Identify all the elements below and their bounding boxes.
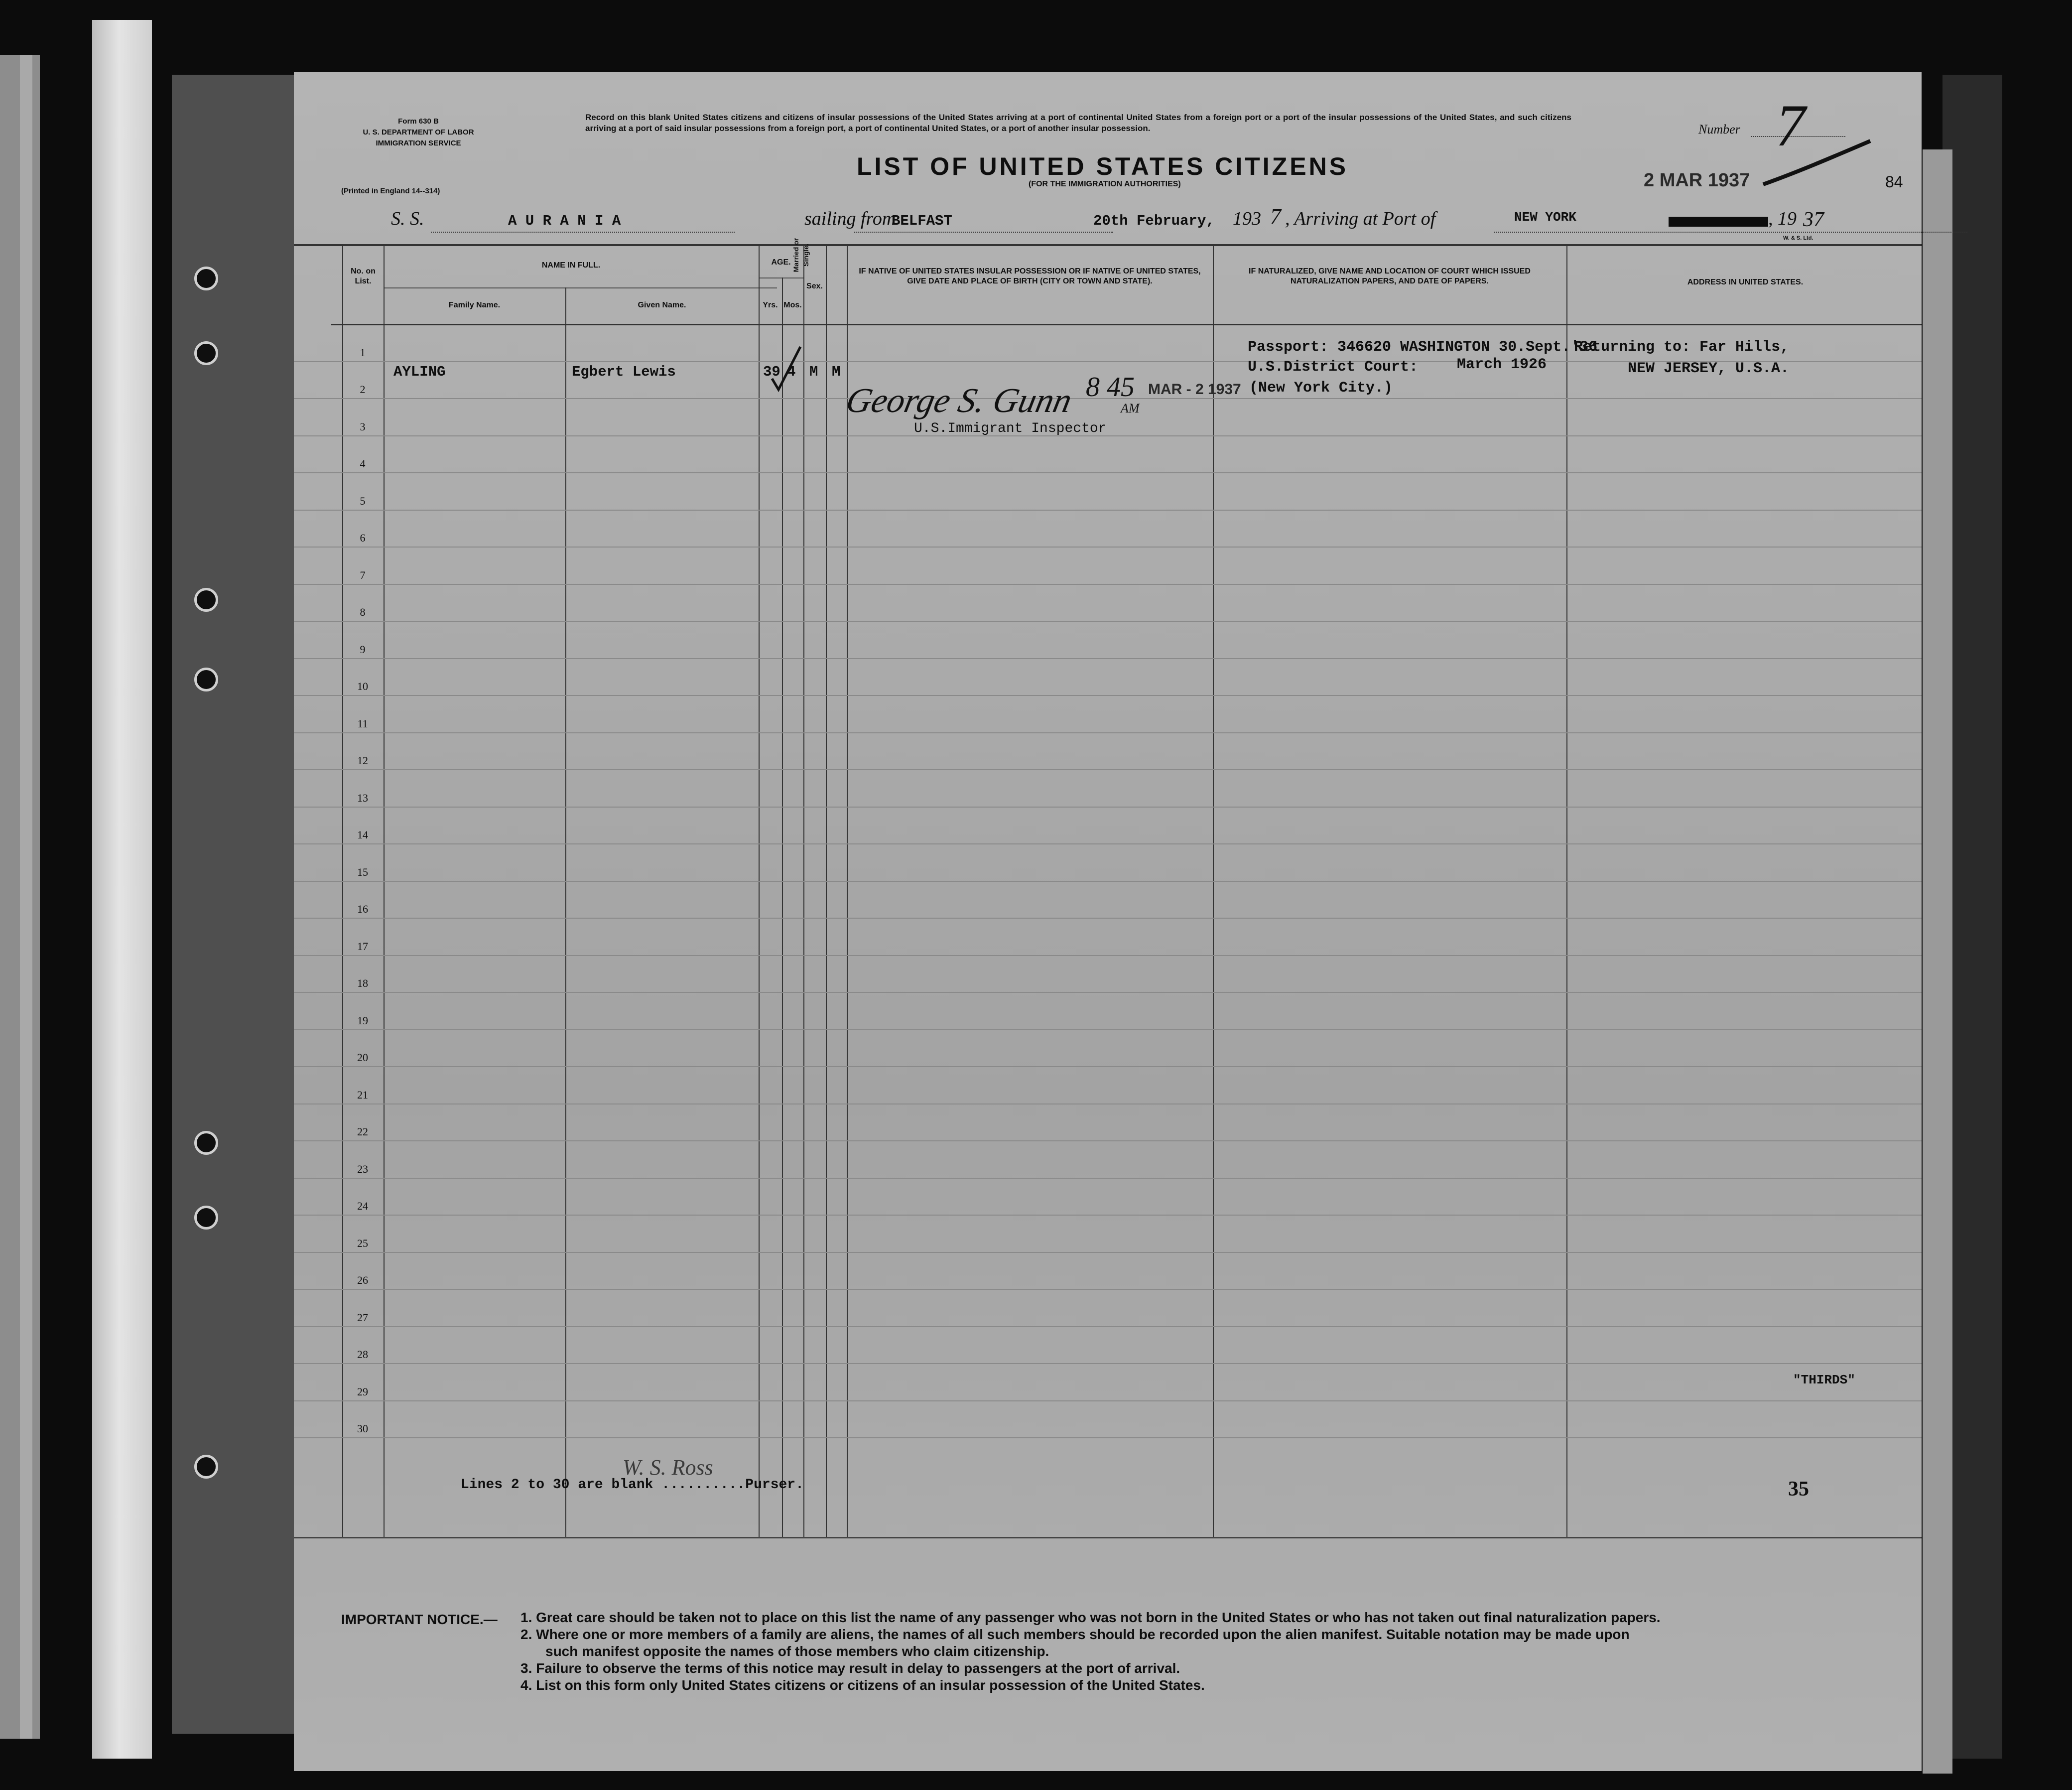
row-rule bbox=[294, 732, 1922, 733]
row-rule bbox=[294, 695, 1922, 696]
address-line2: NEW JERSEY, U.S.A. bbox=[1628, 360, 1790, 377]
header-divider bbox=[331, 324, 1922, 325]
arrival-year-hand: 37 bbox=[1803, 208, 1824, 231]
row-rule bbox=[294, 584, 1922, 585]
row-number: 22 bbox=[357, 1125, 368, 1138]
col-line-9 bbox=[1213, 244, 1214, 1537]
inspector-date-stamp: MAR - 2 1937 bbox=[1148, 381, 1241, 398]
department: U. S. DEPARTMENT OF LABOR bbox=[363, 128, 474, 137]
sheet-count: 35 bbox=[1788, 1478, 1809, 1501]
entry-given-name: Egbert Lewis bbox=[572, 364, 676, 380]
row-rule bbox=[294, 918, 1922, 919]
row-number: 17 bbox=[357, 940, 368, 953]
row-number: 25 bbox=[357, 1237, 368, 1249]
header-yrs: Yrs. bbox=[763, 301, 778, 309]
col-line-6 bbox=[803, 244, 804, 1537]
port-from: BELFAST bbox=[892, 213, 952, 229]
row-number: 8 bbox=[360, 606, 366, 618]
row-number: 10 bbox=[357, 680, 368, 692]
notice-item-2a: 2. Where one or more members of a family are aliens, the names of all such members should be recorded upon the alien manifest. Suitable notation may be made upon bbox=[520, 1627, 1630, 1642]
row-rule bbox=[294, 1400, 1922, 1401]
row-number: 21 bbox=[357, 1089, 368, 1101]
entry-family-name: AYLING bbox=[393, 364, 446, 380]
row-rule bbox=[294, 955, 1922, 956]
row-rule bbox=[294, 1252, 1922, 1253]
entry-married: M bbox=[832, 364, 841, 380]
header-family-name: Family Name. bbox=[448, 301, 501, 309]
struck-date bbox=[1669, 217, 1768, 227]
header-mos: Mos. bbox=[783, 301, 802, 309]
sailing-label: sailing from bbox=[804, 208, 896, 229]
inspector-signature: George S. Gunn bbox=[842, 382, 1075, 420]
row-rule bbox=[294, 1363, 1922, 1364]
entry-sex: M bbox=[809, 364, 818, 380]
row-number: 13 bbox=[357, 792, 368, 804]
row-number: 16 bbox=[357, 903, 368, 915]
adjacent-page-right bbox=[1923, 149, 1952, 1774]
row-rule bbox=[294, 1437, 1922, 1438]
port-to-underline bbox=[1494, 232, 1967, 233]
entry-age-yrs: 39 bbox=[763, 364, 780, 380]
binder-hole-icon bbox=[194, 267, 218, 290]
binder-hole-icon bbox=[194, 1206, 218, 1230]
row-rule bbox=[294, 1289, 1922, 1290]
table-top-border bbox=[294, 244, 1922, 246]
ship-name: A U R A N I A bbox=[508, 213, 621, 229]
form-block bbox=[344, 116, 493, 149]
header-age: AGE. bbox=[771, 258, 791, 267]
naturalization-line3: (New York City.) bbox=[1249, 380, 1393, 397]
row-number: 28 bbox=[357, 1348, 368, 1361]
row-number: 14 bbox=[357, 828, 368, 841]
purser-signature: W. S. Ross bbox=[623, 1455, 713, 1480]
binder-hole-icon bbox=[194, 588, 218, 612]
port-to: NEW YORK bbox=[1514, 210, 1576, 225]
binder-hole-icon bbox=[194, 1455, 218, 1479]
thirds-note: "THIRDS" bbox=[1793, 1373, 1855, 1387]
row-number: 23 bbox=[357, 1163, 368, 1175]
binder-margin bbox=[172, 75, 296, 1734]
col-line-3 bbox=[565, 287, 566, 1537]
header-sex: Sex. bbox=[806, 282, 823, 290]
header-native: IF NATIVE OF UNITED STATES INSULAR POSSESSION OR IF NATIVE OF UNITED STATES, GIVE DATE AND PLACE OF BIRTH (CITY OR TOWN AND STATE). bbox=[859, 267, 1201, 285]
row-rule bbox=[294, 807, 1922, 808]
row-rule bbox=[294, 843, 1922, 844]
row-number: 11 bbox=[357, 717, 368, 730]
sailing-year-label: 193 bbox=[1233, 208, 1261, 229]
page-subtitle: (FOR THE IMMIGRATION AUTHORITIES) bbox=[1029, 180, 1181, 188]
row-rule bbox=[294, 1215, 1922, 1216]
row-rule bbox=[294, 1066, 1922, 1067]
number-value: 7 bbox=[1776, 92, 1806, 158]
row-rule bbox=[294, 1103, 1922, 1104]
sailing-date: 20th February, bbox=[1093, 213, 1215, 229]
printer-mark: W. & S. Ltd. bbox=[1783, 235, 1813, 241]
row-number: 30 bbox=[357, 1422, 368, 1435]
received-stamp: 2 MAR 1937 bbox=[1644, 170, 1750, 191]
number-label: Number bbox=[1698, 122, 1740, 137]
binder-hole-icon bbox=[194, 341, 218, 365]
notice-item-3: 3. Failure to observe the terms of this notice may result in delay to passengers at the port of arrival. bbox=[520, 1660, 1180, 1676]
naturalization-date: March 1926 bbox=[1457, 356, 1547, 373]
ss-label: S. S. bbox=[391, 208, 424, 229]
table-bottom-border bbox=[294, 1537, 1922, 1538]
row-rule bbox=[294, 658, 1922, 659]
address-line1: Returning to: Far Hills, bbox=[1574, 339, 1790, 356]
entry-age-mos: 4 bbox=[787, 364, 796, 380]
footer-note: Lines 2 to 30 are blank ..........Purser. bbox=[461, 1477, 804, 1493]
row-rule bbox=[294, 510, 1922, 511]
row-number: 12 bbox=[357, 754, 368, 767]
form-number: Form 630 B bbox=[398, 117, 439, 126]
header-address: ADDRESS IN UNITED STATES. bbox=[1687, 278, 1804, 286]
row-rule bbox=[294, 769, 1922, 770]
col-line-2 bbox=[384, 244, 385, 1537]
row-number: 27 bbox=[357, 1311, 368, 1324]
row-number: 18 bbox=[357, 977, 368, 989]
row-number: 9 bbox=[360, 643, 366, 656]
row-number: 4 bbox=[360, 457, 366, 470]
notice-item-4: 4. List on this form only United States citizens or citizens of an insular possession of the United States. bbox=[520, 1677, 1205, 1693]
row-number: 29 bbox=[357, 1385, 368, 1398]
col-line-10 bbox=[1566, 244, 1567, 1537]
inspector-time: 8 45 bbox=[1086, 372, 1135, 403]
row-number: 2 bbox=[360, 383, 366, 396]
row-rule bbox=[294, 621, 1922, 622]
row-rule bbox=[294, 881, 1922, 882]
binding-strip bbox=[92, 20, 152, 1759]
row-rule bbox=[294, 1178, 1922, 1179]
col-line-4 bbox=[759, 244, 760, 1537]
row-number: 5 bbox=[360, 495, 366, 507]
notice-heading: IMPORTANT NOTICE.— bbox=[341, 1612, 498, 1627]
row-number: 24 bbox=[357, 1200, 368, 1212]
age-check-icon bbox=[770, 344, 804, 394]
sailing-year-hand: 7 bbox=[1270, 204, 1281, 229]
row-number: 7 bbox=[360, 569, 366, 581]
row-rule bbox=[294, 547, 1922, 548]
col-line-1 bbox=[342, 244, 343, 1537]
header-naturalized: IF NATURALIZED, GIVE NAME AND LOCATION OF COURT WHICH ISSUED NATURALIZATION PAPERS, AND DATE OF PAPERS. bbox=[1249, 267, 1531, 285]
row-rule bbox=[294, 1140, 1922, 1141]
row-number: 26 bbox=[357, 1274, 368, 1286]
page-number: 84 bbox=[1885, 173, 1903, 191]
row-rule bbox=[294, 992, 1922, 993]
inspector-time-suffix: AM bbox=[1121, 401, 1140, 415]
binder-hole-icon bbox=[194, 1131, 218, 1155]
row-rule bbox=[294, 1029, 1922, 1030]
port-from-underline bbox=[854, 232, 1113, 233]
row-rule bbox=[294, 435, 1922, 436]
row-number: 19 bbox=[357, 1014, 368, 1027]
check-mark-icon bbox=[1758, 137, 1878, 192]
row-number: 20 bbox=[357, 1051, 368, 1064]
row-rule bbox=[294, 472, 1922, 473]
service: IMMIGRATION SERVICE bbox=[376, 139, 461, 147]
manifest-sheet bbox=[294, 72, 1922, 1771]
ship-underline bbox=[431, 232, 735, 233]
arrival-year-label: , 19 bbox=[1768, 208, 1797, 229]
header-married: Married or Single. bbox=[792, 238, 810, 273]
adjacent-page-edge bbox=[20, 55, 32, 1739]
inspector-title: U.S.Immigrant Inspector bbox=[914, 421, 1107, 436]
col-line-5 bbox=[782, 277, 783, 1537]
page-title: LIST OF UNITED STATES CITIZENS bbox=[857, 152, 1349, 180]
header-no-on-list: No. on List. bbox=[351, 267, 376, 285]
notice-item-2b: such manifest opposite the names of those members who claim citizenship. bbox=[545, 1644, 1049, 1659]
row-number: 3 bbox=[360, 420, 366, 433]
binder-hole-icon bbox=[194, 668, 218, 691]
header-name-in-full: NAME IN FULL. bbox=[541, 261, 601, 270]
notice-item-1: 1. Great care should be taken not to place on this list the name of any passenger who was not born in the United States or who has not taken out final naturalization papers. bbox=[520, 1610, 1661, 1625]
name-subheader-divider bbox=[384, 287, 777, 288]
naturalization-line2: U.S.District Court: bbox=[1248, 359, 1419, 376]
instructions: Record on this blank United States citizens and citizens of insular possessions of the United States arriving at a port of continental United States from a foreign port or a port of the insular possessions of the United States, and such citizens arriving at a port of said insular possessions from a foreign port, a port of continental United States, or a port of another insular possession. bbox=[585, 113, 1571, 133]
arriving-label: , Arriving at Port of bbox=[1285, 208, 1436, 229]
row-number: 6 bbox=[360, 532, 366, 544]
col-line-7 bbox=[826, 244, 827, 1537]
row-number: 1 bbox=[360, 346, 366, 359]
printed-note: (Printed in England 14--314) bbox=[341, 187, 440, 195]
row-rule bbox=[294, 1326, 1922, 1327]
naturalization-line1: Passport: 346620 WASHINGTON 30.Sept.'36 bbox=[1248, 339, 1598, 356]
row-number: 15 bbox=[357, 866, 368, 878]
col-line-8 bbox=[847, 244, 848, 1537]
header-given-name: Given Name. bbox=[638, 301, 686, 309]
